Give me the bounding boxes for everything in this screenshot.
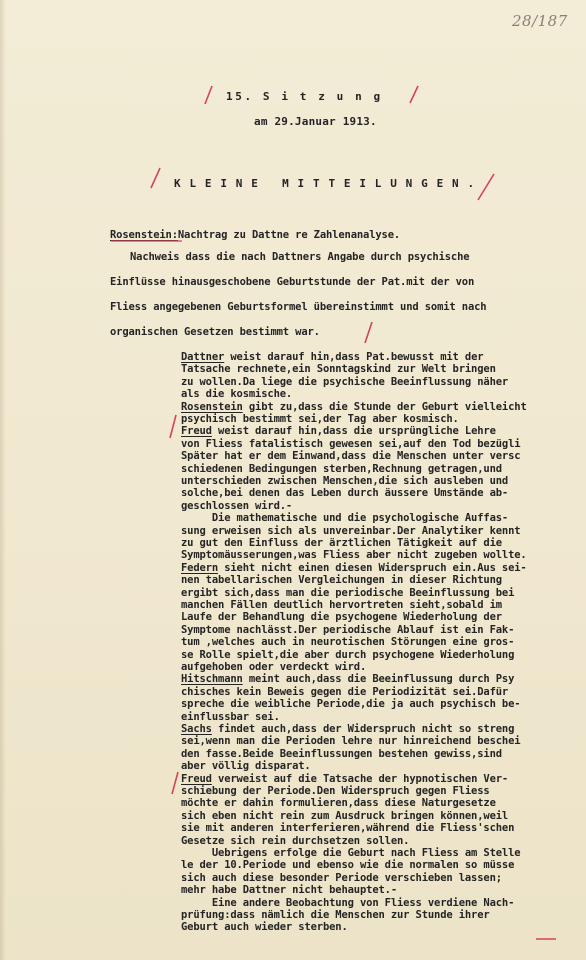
line-text: chisches kein Beweis gegen die Periodizität sei.Dafür <box>181 685 509 698</box>
line-text: zu wollen.Da liege die psychische Beeinflussung näher <box>181 375 509 388</box>
line-text: Die mathematische und die psychologische Auffas- <box>181 512 509 525</box>
discussion-line <box>181 649 514 662</box>
discussion-line <box>181 549 527 562</box>
page-edge-shadow <box>0 0 6 960</box>
pencil-mark <box>170 415 176 438</box>
speaker-name: Freud <box>181 425 212 438</box>
line-text: sich eben nicht rein zum Ausdruck bringen können,weil <box>181 809 509 822</box>
discussion-line <box>181 537 502 550</box>
line-text: sei,wenn man die Perioden lehre nur hinreichend beschei <box>181 735 521 748</box>
line-text: weist darauf hin,dass die ursprüngliche Lehre <box>211 425 496 438</box>
session-date: am 29.Januar 1913. <box>254 115 377 128</box>
line-text: meint auch,dass die Beeinflussung durch Psy <box>242 673 515 686</box>
line-text: Tatsache rechnete,ein Sonntagskind zur Welt bringen <box>181 363 496 376</box>
discussion-line <box>181 487 508 500</box>
speaker-name: Freud <box>181 772 212 785</box>
discussion-line <box>181 525 520 538</box>
line-text: Eine andere Beobachtung von Fliess verdiene Nach- <box>181 896 515 909</box>
speaker-name: Sachs <box>181 723 212 735</box>
line-text: manchen Fällen deutlich hervortreten sieht,sobald im <box>181 599 502 611</box>
line-text: Uebrigens erfolge die Geburt nach Fliess am Stelle <box>181 847 521 859</box>
discussion-line <box>181 859 514 872</box>
intro-line: Einflüsse hinausgeschobene Geburtstunde der Pat.mit der von <box>110 276 475 288</box>
discussion-line <box>181 376 508 389</box>
intro-line: organischen Gesetzen bestimmt war. <box>110 326 320 338</box>
line-text: prüfung:dass nämlich die Menschen zur Stunde ihrer <box>181 909 490 921</box>
line-text: Symptome nachlässt.Der periodische Ablauf ist ein Fak- <box>181 623 515 636</box>
discussion-line <box>181 401 527 414</box>
section-title: K L E I N E M I T T E I L U N G E N . <box>174 177 476 190</box>
line-text: Geburt auch wieder sterben. <box>181 921 348 934</box>
line-text: zu gut den Einfluss der ärztlichen Tätigkeit auf die <box>181 537 502 549</box>
line-text: von Fliess fatalistisch gewesen sei,auf den Tod bezügli <box>181 437 521 450</box>
discussion-line <box>181 847 520 860</box>
line-text: weist darauf hin,dass Pat.bewusst mit der <box>224 351 484 363</box>
discussion-line <box>181 661 366 674</box>
intro-heading-line <box>110 229 400 242</box>
pencil-mark <box>478 174 494 200</box>
line-text: den fasse.Beide Beeinflussungen bestehen gewiss,sind <box>181 747 502 760</box>
line-text: gibt zu,dass die Stunde der Geburt vielleicht <box>242 400 527 413</box>
line-text: Symptomäusserungen,was Fliess aber nicht zugeben wollte. <box>181 549 527 562</box>
discussion-line <box>181 475 508 488</box>
discussion-line <box>181 512 508 525</box>
line-text: Laufe der Behandlung die psychogene Wiederholung der <box>181 611 502 624</box>
line-text: sich auch diese besonder Periode verschieben lassen; <box>181 871 502 884</box>
discussion-line <box>181 698 520 711</box>
line-text: mehr habe Dattner nicht behauptet.- <box>181 884 398 897</box>
discussion-line <box>181 760 311 773</box>
line-text: aufgehoben oder verdeckt wird. <box>181 661 367 673</box>
discussion-line <box>181 673 514 686</box>
line-text: spreche die weibliche Periode,die ja auch psychisch be- <box>181 698 521 711</box>
session-heading: 15. S i t z u n g <box>226 90 383 103</box>
line-text: geschlossen wird.- <box>181 499 293 512</box>
speaker-name: Dattner <box>181 351 225 363</box>
discussion-line <box>181 748 502 761</box>
discussion-line <box>181 463 502 476</box>
speaker-name: Rosenstein <box>181 400 243 413</box>
line-text: Später hat er dem Einwand,dass die Menschen unter versc <box>181 450 521 463</box>
pencil-mark <box>151 168 160 188</box>
discussion-line <box>181 872 502 885</box>
speaker-name: Hitschmann <box>181 673 243 686</box>
discussion-line <box>181 425 496 438</box>
discussion-line <box>181 636 514 649</box>
line-text: Gesetze sich rein durchsetzen sollen. <box>181 834 410 847</box>
discussion-line <box>181 735 520 748</box>
discussion-line <box>181 773 508 786</box>
line-text: psychisch bestimmt sei,der Tag aber kosmisch. <box>181 413 459 425</box>
speaker-name: Federn <box>181 561 219 574</box>
discussion-line <box>181 686 508 699</box>
discussion-line <box>181 599 502 612</box>
line-text: solche,bei denen das Leben durch äussere Umstände ab- <box>181 487 509 500</box>
intro-line: Nachweis dass die nach Dattners Angabe durch psychische <box>130 251 470 263</box>
line-text: findet auch,dass der Widerspruch nicht so streng <box>211 723 515 735</box>
discussion-line <box>181 450 520 463</box>
discussion-line <box>181 810 508 823</box>
discussion-line <box>181 624 514 637</box>
discussion-line <box>181 587 514 600</box>
line-text: sie mit anderen interferieren,während die Fliess'schen <box>181 822 515 835</box>
discussion-line <box>181 500 292 513</box>
discussion-line <box>181 611 502 624</box>
line-text: unterschieden zwischen Menschen,die sich ausleben und <box>181 475 509 487</box>
line-text: ergibt sich,dass man die periodische Beeinflussung bei <box>181 586 515 599</box>
line-text: se Rolle spielt,die aber durch psychogene Wiederholung <box>181 648 515 661</box>
line-text: einflussbar sei. <box>181 710 280 723</box>
line-text: sieht nicht einen diesen Widerspruch ein.Aus sei- <box>218 561 527 574</box>
discussion-line <box>181 723 514 736</box>
discussion-line <box>181 562 527 575</box>
line-text: le der 10.Periode und ebenso wie die normalen so müsse <box>181 859 515 872</box>
intro-title: Nachtrag zu Dattne re Zahlenanalyse. <box>177 229 401 241</box>
discussion-line <box>181 822 514 835</box>
intro-line: Fliess angegebenen Geburtsformel übereinstimmt und somit nach <box>110 301 487 313</box>
line-text: schiebung der Periode.Den Widerspruch gegen Fliess <box>181 785 490 797</box>
line-text: sung erweisen sich als unvereinbar.Der Analytiker kennt <box>181 524 521 537</box>
discussion-line <box>181 363 496 376</box>
line-text: verweist auf die Tatsache der hypnotischen Ver- <box>211 772 509 785</box>
discussion-line <box>181 413 459 426</box>
line-text: möchte er dahin formulieren,dass diese Naturgesetze <box>181 797 496 810</box>
intro-speaker: Rosenstein: <box>110 229 178 241</box>
discussion-line <box>181 835 409 848</box>
pencil-mark <box>205 86 212 104</box>
line-text: aber völlig disparat. <box>181 760 311 773</box>
discussion-line <box>181 438 520 451</box>
folio-number: 28/187 <box>512 12 568 30</box>
discussion-line <box>181 574 502 587</box>
discussion-line <box>181 388 292 401</box>
line-text: schiedenen Bedingungen sterben,Rechnung getragen,und <box>181 462 502 475</box>
discussion-line <box>181 921 348 934</box>
discussion-line <box>181 351 483 364</box>
pencil-mark <box>172 772 178 794</box>
discussion-line <box>181 884 397 897</box>
line-text: tum ,welches auch in neurotischen Störungen eine gros- <box>181 636 515 649</box>
line-text: nen tabellarischen Vergleichungen in dieser Richtung <box>181 574 502 587</box>
discussion-line <box>181 785 490 798</box>
pencil-mark <box>365 322 372 343</box>
discussion-line <box>181 909 490 922</box>
discussion-line <box>181 897 514 910</box>
discussion-line <box>181 797 496 810</box>
pencil-mark <box>410 86 418 103</box>
line-text: als die kosmische. <box>181 388 293 401</box>
discussion-line <box>181 711 280 724</box>
